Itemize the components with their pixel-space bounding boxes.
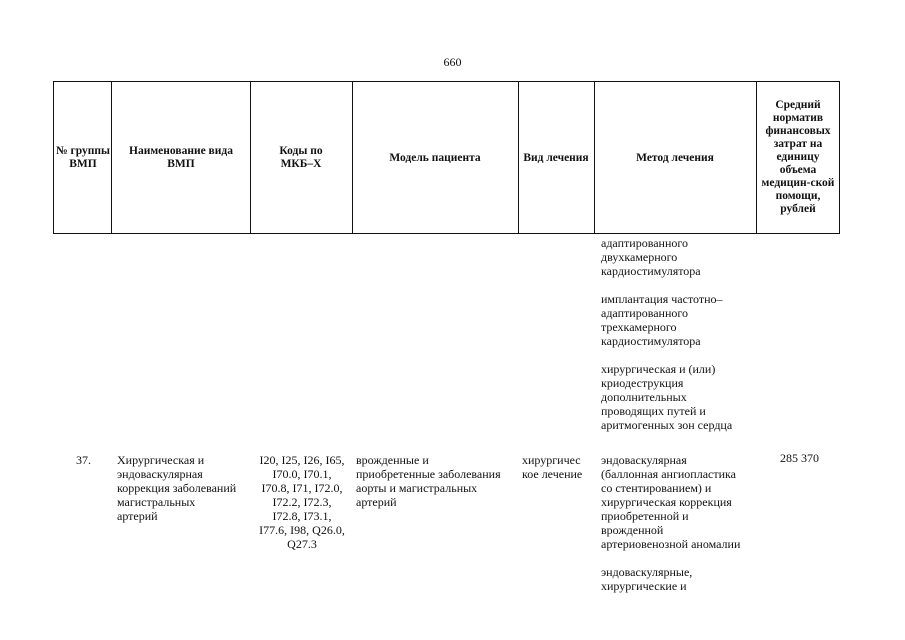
header-treatment-type: Вид лечения xyxy=(523,151,589,164)
row-37-average-cost: 285 370 xyxy=(780,451,819,465)
page-number: 660 xyxy=(443,55,462,69)
row-37-vmp-name: Хирургическая и эндоваскулярная коррекция заболеваний магистральных артерий xyxy=(117,453,237,523)
row-37-method-2: эндоваскулярные, хирургические и xyxy=(601,565,693,593)
row-37-treatment-type: хирургичес кое лечение xyxy=(522,453,583,481)
header-treatment-method: Метод лечения xyxy=(636,151,714,164)
row-37-icd-codes: I20, I25, I26, I65, I70.0, I70.1, I70.8, I71, I72.0, I72.2, I72.3, I72.8, I73.1, I77.6, I98, Q26.0, Q27.3 xyxy=(259,453,345,551)
header-icd-codes: Коды по МКБ–X xyxy=(279,145,323,170)
header-patient-model: Модель пациента xyxy=(389,151,481,164)
method-continued-2: имплантация частотно– адаптированного трехкамерного кардиостимулятора xyxy=(601,292,723,348)
header-vmp-name: Наименование вида ВМП xyxy=(129,145,233,170)
row-37-patient-model: врожденные и приобретенные заболевания аорты и магистральных артерий xyxy=(356,453,501,509)
method-continued-1: адаптированного двухкамерного кардиостимулятора xyxy=(601,236,701,278)
method-continued-3: хирургическая и (или) криодеструкция дополнительных проводящих путей и аритмогенных зон сердца xyxy=(601,362,733,432)
header-average-cost: Средний норматив финансовых затрат на единицу объема медицин-ской помощи, рублей xyxy=(761,98,835,215)
row-37-method-1: эндоваскулярная (баллонная ангиопластика со стентированием) и хирургическая коррекция приобретенной и врожденной артериовенозной аномалии xyxy=(601,453,741,551)
header-group-number: № группы ВМП xyxy=(56,145,110,170)
row-37-number: 37. xyxy=(76,453,91,467)
